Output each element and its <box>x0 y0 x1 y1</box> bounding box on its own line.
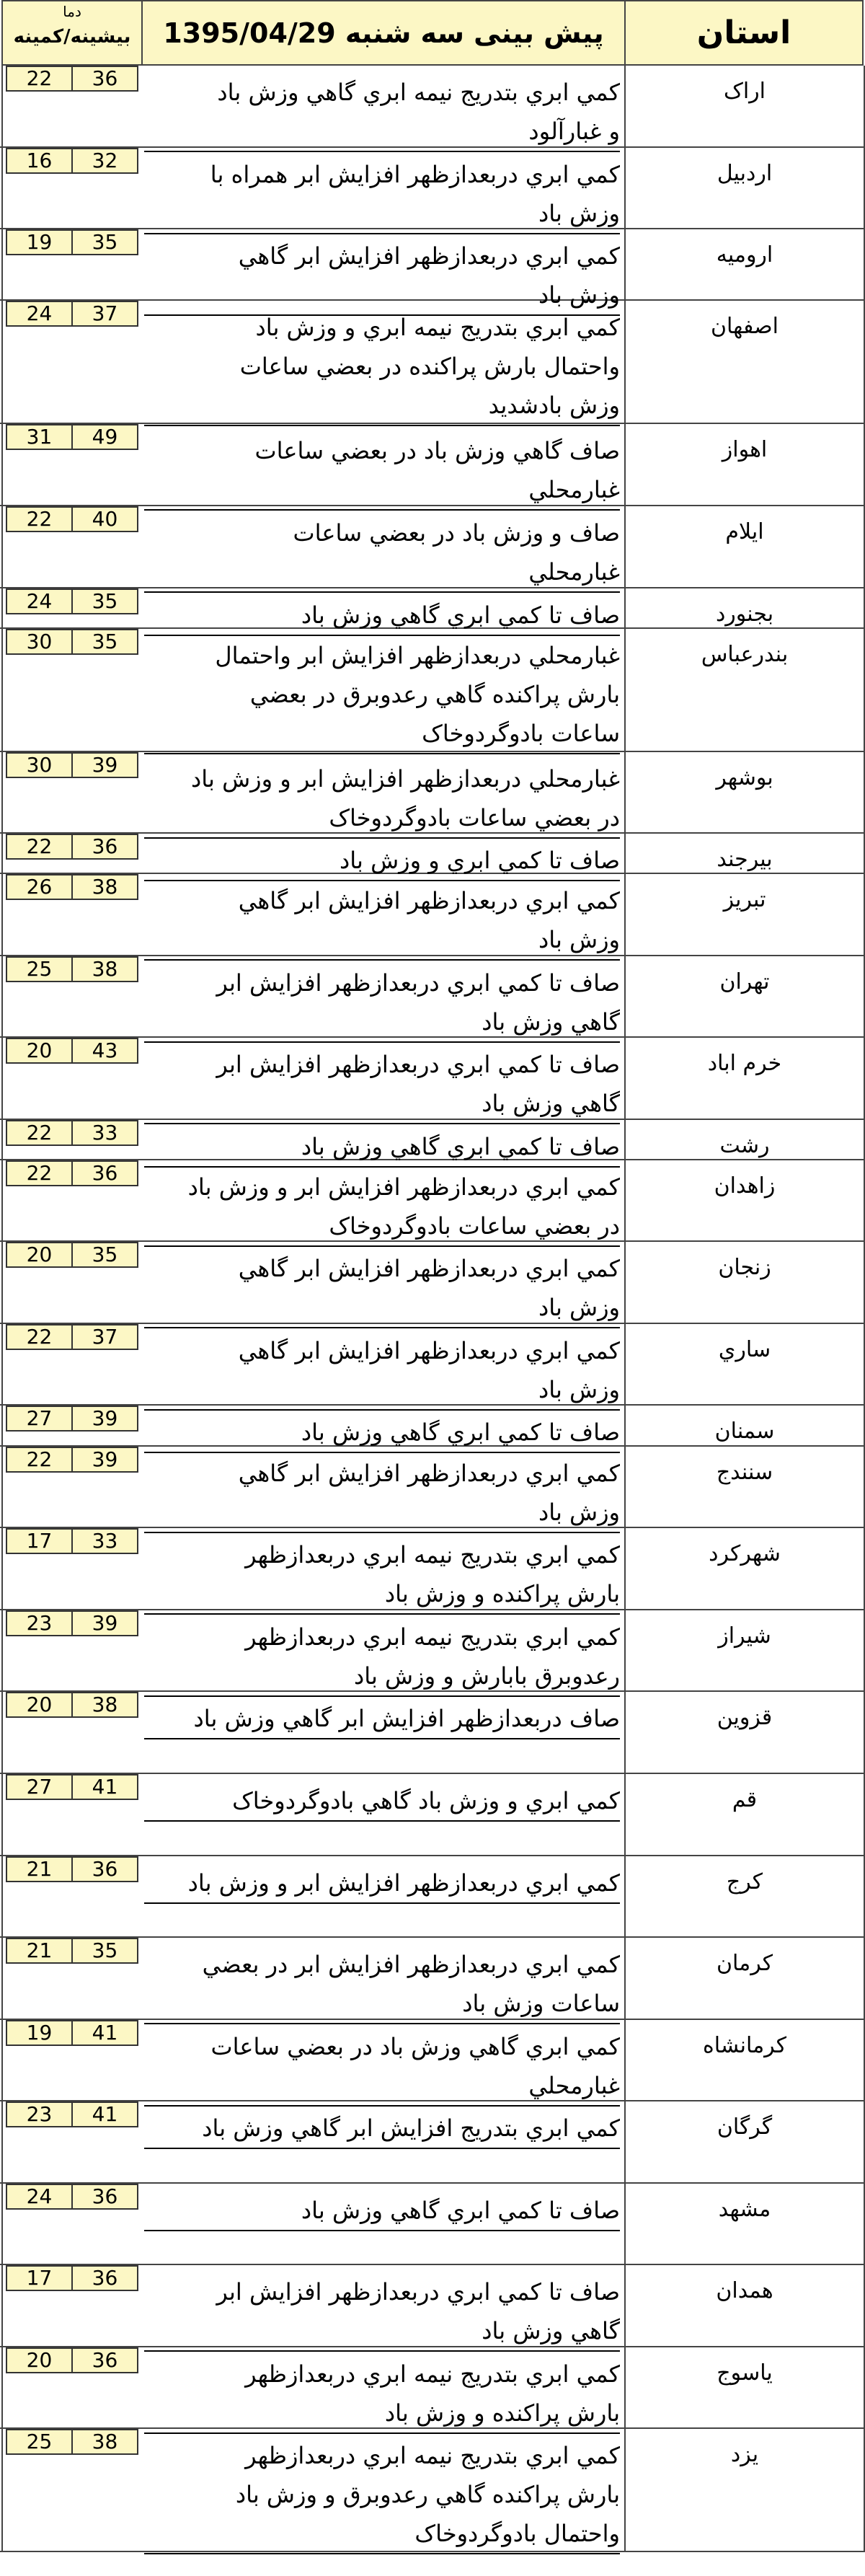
table-row <box>0 1447 865 1528</box>
column-divider <box>1 2101 3 2182</box>
column-divider <box>624 1610 626 1690</box>
table-row <box>0 506 865 588</box>
temperature-box <box>6 2020 138 2046</box>
temperature-box <box>6 1610 138 1636</box>
column-divider <box>1 148 3 228</box>
forecast-line: ساعات بادوگردوخاک <box>144 714 620 754</box>
province-name: بیرجند <box>717 847 773 872</box>
max-temperature: 35 <box>71 590 137 613</box>
temperature-box <box>6 301 138 327</box>
forecast-line: غبارمحلي <box>144 552 620 593</box>
max-temperature: 36 <box>71 2349 137 2372</box>
table-row <box>0 2347 865 2429</box>
table-row <box>0 301 865 424</box>
forecast-line: كمي ابري گاهي وزش باد در بعضي ساعات <box>210 2033 620 2060</box>
column-divider <box>624 1938 626 2019</box>
forecast-description <box>144 513 620 593</box>
forecast-description <box>144 2436 620 2554</box>
min-temperature: 30 <box>26 630 53 653</box>
table-header <box>0 0 865 66</box>
max-temperature: 36 <box>71 2267 137 2290</box>
table-row <box>0 2265 865 2347</box>
table-row <box>0 2184 865 2265</box>
table-row <box>0 1938 865 2020</box>
table-row <box>0 424 865 506</box>
column-divider <box>1 229 3 299</box>
min-temperature: 20 <box>26 1243 53 1266</box>
forecast-line: بارش پراكنده و وزش باد <box>144 2394 620 2434</box>
forecast-description <box>144 759 620 839</box>
table-row <box>0 2429 865 2552</box>
min-temperature: 27 <box>26 1775 53 1799</box>
province-name: تبریز <box>723 887 766 912</box>
max-temperature: 36 <box>71 2185 137 2208</box>
table-row <box>0 1242 865 1324</box>
max-temperature: 33 <box>71 1530 137 1553</box>
max-temperature: 37 <box>71 1326 137 1349</box>
column-divider <box>624 2347 626 2427</box>
column-divider <box>1 1447 3 1527</box>
column-divider <box>1 2429 3 2551</box>
forecast-line: غبارمحلي <box>144 2066 620 2107</box>
province-name: خرم اباد <box>707 1051 782 1076</box>
table-row <box>0 1406 865 1447</box>
forecast-line: رعدوبرق بابارش و وزش باد <box>144 1657 620 1697</box>
max-temperature: 38 <box>71 2430 137 2453</box>
table-row <box>0 752 865 834</box>
province-name: ایلام <box>725 519 764 544</box>
forecast-description <box>144 963 620 1043</box>
temperature-box <box>6 874 138 900</box>
province-name: ساري <box>718 1337 771 1362</box>
temperature-box <box>6 66 138 92</box>
max-temperature: 37 <box>71 302 137 325</box>
column-divider <box>1 1324 3 1404</box>
forecast-description <box>144 2109 620 2149</box>
province-name: سمنان <box>714 1419 775 1444</box>
table-row <box>0 66 865 148</box>
max-temperature: 33 <box>71 1121 137 1144</box>
column-divider <box>1 1038 3 1119</box>
column-divider <box>1 506 3 587</box>
min-temperature: 22 <box>26 1447 53 1471</box>
table-row <box>0 1120 865 1160</box>
forecast-line: غبارمحلي دربعدازظهر افزايش ابر واحتمال <box>215 642 620 669</box>
temperature-box <box>6 1774 138 1800</box>
column-divider <box>624 1856 626 1936</box>
table-row <box>0 834 865 874</box>
forecast-line: صاف تا كمي ابري گاهي وزش باد <box>144 2191 620 2231</box>
temperature-box <box>6 424 138 450</box>
max-temperature: 36 <box>71 67 137 90</box>
column-divider <box>1 1856 3 1936</box>
forecast-line: گاهي وزش باد <box>144 1084 620 1124</box>
max-temperature: 41 <box>71 2103 137 2126</box>
forecast-line: كمي ابري دربعدازظهر افزايش ابر در بعضي <box>202 1951 620 1978</box>
column-divider <box>1 874 3 955</box>
column-divider <box>1 629 3 751</box>
column-divider <box>624 506 626 587</box>
column-divider <box>1 1120 3 1159</box>
column-divider <box>624 874 626 955</box>
max-temperature: 36 <box>71 1162 137 1185</box>
table-row <box>0 229 865 309</box>
temperature-box <box>6 1406 138 1432</box>
forecast-line: صاف و وزش باد در بعضي ساعات <box>293 519 620 547</box>
column-divider <box>1 1774 3 1855</box>
column-divider <box>1 1160 3 1240</box>
forecast-line: صاف تا كمي ابري گاهي وزش باد <box>144 596 620 636</box>
column-divider <box>1 1242 3 1323</box>
forecast-line: در بعضي ساعات بادوگردوخاک <box>144 1207 620 1247</box>
forecast-line: كمي ابري دربعدازظهر افزايش ابر گاهي <box>238 1460 620 1487</box>
column-divider <box>1 2184 3 2264</box>
column-divider <box>624 2101 626 2182</box>
min-temperature: 27 <box>26 1406 53 1430</box>
forecast-line: صاف گاهي وزش باد در بعضي ساعات <box>254 437 620 464</box>
forecast-line: بارش پراكنده و وزش باد <box>144 1574 620 1615</box>
province-name: ارومیه <box>716 242 773 268</box>
min-temperature: 24 <box>26 589 53 613</box>
province-name: اصفهان <box>711 314 778 339</box>
temperature-box <box>6 1856 138 1882</box>
forecast-title: پیش بینی سه شنبه 1395/04/29 <box>141 0 626 66</box>
min-temperature: 23 <box>26 2102 53 2126</box>
min-temperature: 22 <box>26 834 53 858</box>
column-divider <box>624 1774 626 1855</box>
min-temperature: 17 <box>26 2266 53 2290</box>
table-row <box>0 629 865 752</box>
table-row <box>0 588 865 629</box>
forecast-line: صاف تا كمي ابري و وزش باد <box>144 841 620 881</box>
temperature-box <box>6 1160 138 1186</box>
temperature-label: دما <box>63 3 81 20</box>
temperature-box <box>6 588 138 614</box>
min-temperature: 20 <box>26 1038 53 1062</box>
column-divider <box>1 301 3 423</box>
province-name: اهواز <box>722 437 768 462</box>
forecast-line: و غبارآلود <box>144 112 620 152</box>
province-name: کرمان <box>716 1951 773 1976</box>
forecast-line: در بعضي ساعات بادوگردوخاک <box>144 798 620 839</box>
column-divider <box>624 2265 626 2346</box>
column-divider <box>624 1528 626 1609</box>
forecast-line: وزش باد <box>144 275 620 316</box>
max-temperature: 35 <box>71 1939 137 1962</box>
table-row <box>0 1610 865 1692</box>
min-temperature: 21 <box>26 1857 53 1881</box>
forecast-line: واحتمال بادوگردوخاک <box>144 2514 620 2554</box>
temperature-box <box>6 1938 138 1964</box>
column-divider <box>1 66 3 146</box>
min-temperature: 22 <box>26 1121 53 1144</box>
forecast-description <box>144 1454 620 1533</box>
column-divider <box>624 148 626 228</box>
forecast-description <box>144 1045 620 1124</box>
forecast-line: كمي ابري دربعدازظهر افزايش ابر گاهي <box>238 1337 620 1364</box>
province-name: بوشهر <box>716 765 773 790</box>
table-row <box>0 148 865 229</box>
max-temperature: 35 <box>71 630 137 653</box>
temperature-box <box>6 2429 138 2455</box>
forecast-line: كمي ابري بتدريج نيمه ابري دربعدازظهر <box>245 1541 620 1569</box>
max-temperature: 36 <box>71 835 137 858</box>
forecast-description <box>144 308 620 426</box>
max-temperature: 32 <box>71 149 137 172</box>
temperature-column-header <box>1 0 143 66</box>
forecast-line: كمي ابري دربعدازظهر افزايش ابر همراه با <box>210 161 620 188</box>
temperature-box <box>6 2265 138 2291</box>
forecast-line: وزش بادشديد <box>144 386 620 426</box>
column-divider <box>624 2020 626 2100</box>
province-name: تهران <box>719 969 770 994</box>
province-name: مشهد <box>718 2197 771 2222</box>
province-name: شیراز <box>718 1623 771 1649</box>
min-temperature: 22 <box>26 1161 53 1185</box>
max-temperature: 39 <box>71 1448 137 1471</box>
forecast-line: گاهي وزش باد <box>144 2311 620 2352</box>
forecast-line: وزش باد <box>144 1370 620 1411</box>
max-temperature: 41 <box>71 1776 137 1799</box>
table-row <box>0 956 865 1038</box>
forecast-description <box>144 2355 620 2434</box>
max-temperature: 39 <box>71 754 137 777</box>
temperature-box <box>6 148 138 174</box>
forecast-description <box>144 881 620 961</box>
forecast-description <box>144 1781 620 1822</box>
forecast-line: كمي ابري دربعدازظهر افزايش ابر و وزش باد <box>144 1863 620 1904</box>
min-temperature: 22 <box>26 507 53 531</box>
min-temperature: 22 <box>26 66 53 90</box>
column-divider <box>1 1692 3 1773</box>
forecast-description <box>144 1535 620 1615</box>
max-temperature: 35 <box>71 231 137 254</box>
forecast-description <box>144 1618 620 1697</box>
max-temperature: 39 <box>71 1407 137 1430</box>
forecast-line: گاهي وزش باد <box>144 1002 620 1043</box>
province-name: رشت <box>719 1133 770 1158</box>
forecast-line: وزش باد <box>144 1288 620 1328</box>
min-temperature: 23 <box>26 1611 53 1635</box>
temperature-box <box>6 506 138 532</box>
table-row <box>0 1528 865 1610</box>
temperature-box <box>6 1692 138 1718</box>
province-name: یاسوج <box>717 2360 773 2386</box>
forecast-description <box>144 1249 620 1328</box>
province-name: شهرکرد <box>709 1541 781 1566</box>
min-temperature: 31 <box>26 425 53 449</box>
column-divider <box>624 1160 626 1240</box>
table-row <box>0 874 865 956</box>
column-divider <box>1 1610 3 1690</box>
province-name: اردبیل <box>717 161 773 186</box>
forecast-line: صاف تا كمي ابري گاهي وزش باد <box>144 1413 620 1453</box>
forecast-description <box>144 1331 620 1411</box>
column-divider <box>1 752 3 832</box>
max-temperature: 38 <box>71 875 137 899</box>
forecast-description <box>144 431 620 511</box>
forecast-line: كمي ابري بتدريج نيمه ابري دربعدازظهر <box>245 1623 620 1651</box>
column-divider <box>624 752 626 832</box>
forecast-line: كمي ابري و وزش باد گاهي بادوگردوخاک <box>144 1781 620 1822</box>
max-temperature: 43 <box>71 1039 137 1062</box>
column-divider <box>624 2184 626 2264</box>
forecast-description <box>144 2027 620 2107</box>
province-column-header: استان <box>624 0 864 66</box>
table-row <box>0 1038 865 1120</box>
column-divider <box>624 1038 626 1119</box>
max-temperature: 39 <box>71 1612 137 1635</box>
max-temperature: 38 <box>71 1693 137 1716</box>
max-temperature: 35 <box>71 1243 137 1266</box>
min-temperature: 24 <box>26 301 53 325</box>
forecast-line: كمي ابري دربعدازظهر افزايش ابر گاهي <box>238 1255 620 1282</box>
forecast-line: وزش باد <box>144 920 620 961</box>
table-row <box>0 1692 865 1774</box>
table-row <box>0 1774 865 1856</box>
province-name: سنندج <box>716 1460 773 1485</box>
forecast-description <box>144 2191 620 2231</box>
forecast-line: صاف تا كمي ابري دربعدازظهر افزايش ابر <box>216 969 620 997</box>
temperature-box <box>6 2347 138 2373</box>
forecast-line: كمي ابري بتدريج نيمه ابري دربعدازظهر <box>245 2442 620 2469</box>
temperature-box <box>6 2101 138 2127</box>
province-name: کرج <box>726 1869 763 1894</box>
column-divider <box>624 1692 626 1773</box>
forecast-line: واحتمال بارش پراكنده در بعضي ساعات <box>239 353 620 380</box>
province-name: بندرعباس <box>701 642 789 667</box>
forecast-line: صاف تا كمي ابري گاهي وزش باد <box>144 1127 620 1168</box>
forecast-line: كمي ابري بتدريج افزايش ابر گاهي وزش باد <box>144 2109 620 2149</box>
forecast-description <box>144 1699 620 1739</box>
forecast-line: وزش باد <box>144 1493 620 1533</box>
forecast-line: ساعات وزش باد <box>144 1984 620 2024</box>
temperature-box <box>6 1038 138 1064</box>
province-name: یزد <box>730 2442 759 2467</box>
min-temperature: 17 <box>26 1529 53 1553</box>
forecast-description <box>144 636 620 754</box>
forecast-line: غبارمحلي دربعدازظهر افزايش ابر و وزش باد <box>191 765 620 793</box>
forecast-line: كمي ابري دربعدازظهر افزايش ابر گاهي <box>238 887 620 914</box>
column-divider <box>1 1528 3 1609</box>
province-name: زاهدان <box>714 1173 776 1199</box>
temperature-box <box>6 229 138 255</box>
forecast-line: كمي ابري دربعدازظهر افزايش ابر گاهي <box>238 242 620 270</box>
forecast-line: صاف تا كمي ابري دربعدازظهر افزايش ابر <box>216 1051 620 1078</box>
province-name: زنجان <box>718 1255 771 1280</box>
forecast-line: كمي ابري بتدريج نيمه ابري دربعدازظهر <box>245 2360 620 2388</box>
min-temperature: 19 <box>26 230 53 254</box>
min-temperature: 20 <box>26 2348 53 2372</box>
forecast-line: بارش پراكنده گاهي رعدوبرق در بعضي <box>249 681 620 708</box>
max-temperature: 41 <box>71 2021 137 2045</box>
temperature-box <box>6 752 138 778</box>
temperature-box <box>6 1447 138 1473</box>
min-temperature: 16 <box>26 149 53 172</box>
temperature-box <box>6 629 138 655</box>
province-name: کرمانشاه <box>702 2033 786 2058</box>
min-temperature: 21 <box>26 1938 53 1962</box>
forecast-line: بارش پراكنده گاهي رعدوبرق و وزش باد <box>235 2481 620 2508</box>
table-row <box>0 1856 865 1938</box>
min-temperature: 26 <box>26 875 53 899</box>
min-temperature: 25 <box>26 2430 53 2453</box>
forecast-description <box>144 1863 620 1904</box>
column-divider <box>1 424 3 505</box>
min-temperature: 24 <box>26 2184 53 2208</box>
forecast-line: كمي ابري بتدريج نيمه ابري و وزش باد <box>255 314 620 341</box>
table-row <box>0 1160 865 1242</box>
temperature-box <box>6 834 138 860</box>
column-divider <box>624 956 626 1036</box>
province-name: قم <box>732 1787 758 1812</box>
max-temperature: 38 <box>71 958 137 981</box>
column-divider <box>1 588 3 627</box>
max-temperature: 40 <box>71 508 137 531</box>
column-divider <box>1 1406 3 1445</box>
forecast-line: صاف دربعدازظهر افزايش ابر گاهي وزش باد <box>144 1699 620 1739</box>
column-divider <box>624 1242 626 1323</box>
column-divider <box>624 1324 626 1404</box>
province-name: گرگان <box>717 2114 773 2140</box>
min-temperature: 20 <box>26 1693 53 1716</box>
min-temperature: 25 <box>26 957 53 981</box>
column-divider <box>1 1938 3 2019</box>
column-divider <box>624 1447 626 1527</box>
forecast-description <box>144 1945 620 2024</box>
forecast-line: كمي ابري بتدريج نيمه ابري گاهي وزش باد <box>217 79 620 106</box>
min-temperature: 30 <box>26 753 53 777</box>
forecast-description <box>144 2272 620 2352</box>
min-temperature: 19 <box>26 2021 53 2045</box>
province-name: همدان <box>716 2278 773 2303</box>
table-row <box>0 2020 865 2101</box>
column-divider <box>1 956 3 1036</box>
temperature-box <box>6 2184 138 2210</box>
column-divider <box>1 834 3 873</box>
forecast-description <box>144 1168 620 1247</box>
column-divider <box>624 424 626 505</box>
column-divider <box>624 66 626 146</box>
column-divider <box>1 2265 3 2346</box>
temperature-box <box>6 1242 138 1268</box>
max-temperature: 36 <box>71 1858 137 1881</box>
temperature-box <box>6 1324 138 1350</box>
province-name: قزوین <box>717 1705 773 1730</box>
forecast-description <box>144 155 620 234</box>
table-row <box>0 1324 865 1406</box>
forecast-line: غبارمحلي <box>144 470 620 511</box>
column-divider <box>1 2347 3 2427</box>
forecast-line: وزش باد <box>144 194 620 234</box>
max-min-label: بیشینه/کمینه <box>13 26 131 48</box>
forecast-line: كمي ابري دربعدازظهر افزايش ابر و وزش باد <box>187 1173 620 1201</box>
province-name: بجنورد <box>715 601 774 627</box>
column-divider <box>1 2020 3 2100</box>
max-temperature: 49 <box>71 425 137 449</box>
temperature-box <box>6 1528 138 1554</box>
table-row <box>0 2101 865 2184</box>
forecast-line: صاف تا كمي ابري دربعدازظهر افزايش ابر <box>216 2278 620 2306</box>
forecast-description <box>144 73 620 152</box>
province-name: اراک <box>723 79 766 104</box>
min-temperature: 22 <box>26 1325 53 1349</box>
temperature-box <box>6 956 138 982</box>
temperature-box <box>6 1120 138 1146</box>
